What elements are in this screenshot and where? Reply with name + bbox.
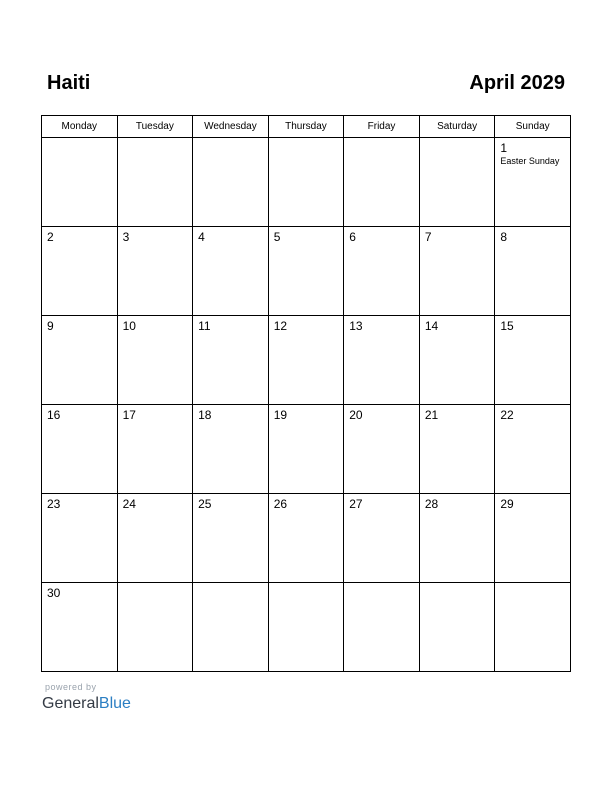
week-row — [42, 583, 571, 672]
day-number: 15 — [500, 319, 514, 333]
day-number: 14 — [424, 319, 439, 333]
day-cell — [193, 316, 269, 405]
weekday-header: Thursday — [268, 116, 344, 138]
day-cell — [117, 227, 193, 316]
day-number: 2 — [47, 230, 54, 244]
weekday-header-row — [42, 116, 571, 138]
day-number: 30 — [47, 586, 61, 600]
brand-logo — [42, 694, 131, 714]
day-number: 13 — [349, 319, 363, 333]
week-row — [42, 138, 571, 227]
day-cell — [268, 138, 344, 227]
brand-name-part2: Blue — [98, 695, 131, 712]
day-number: 1 — [500, 141, 508, 155]
day-cell — [117, 405, 193, 494]
day-cell — [419, 494, 495, 583]
day-cell — [419, 227, 495, 316]
day-number: 19 — [273, 408, 288, 422]
day-cell — [495, 405, 571, 494]
day-number: 17 — [122, 408, 136, 422]
day-cell — [344, 227, 420, 316]
weekday-header: Sunday — [495, 116, 571, 138]
day-number: 22 — [500, 408, 514, 422]
day-cell — [344, 405, 420, 494]
day-cell — [495, 138, 571, 227]
day-cell — [419, 405, 495, 494]
day-number: 29 — [500, 497, 514, 511]
powered-by-label: powered by — [45, 682, 97, 692]
day-cell — [495, 316, 571, 405]
day-cell — [268, 405, 344, 494]
day-cell — [193, 583, 269, 672]
brand-name-part1: General — [42, 695, 99, 712]
day-cell — [344, 583, 420, 672]
day-cell — [42, 316, 118, 405]
day-cell — [193, 405, 269, 494]
day-number: 10 — [122, 319, 136, 333]
day-number: 3 — [122, 230, 130, 244]
day-number: 20 — [349, 408, 363, 422]
day-number: 28 — [424, 497, 439, 511]
weekday-header: Wednesday — [193, 116, 269, 138]
weekday-header: Saturday — [419, 116, 495, 138]
calendar-country-title: Haiti — [47, 72, 91, 94]
week-row — [42, 316, 571, 405]
day-cell — [268, 227, 344, 316]
day-number: 16 — [47, 408, 61, 422]
day-cell — [268, 316, 344, 405]
day-number: 21 — [424, 408, 439, 422]
day-cell — [42, 405, 118, 494]
day-cell — [193, 494, 269, 583]
week-row — [42, 227, 571, 316]
calendar-body — [42, 138, 571, 672]
day-cell — [268, 583, 344, 672]
day-number: 25 — [198, 497, 212, 511]
day-number: 6 — [349, 230, 356, 244]
day-cell — [193, 227, 269, 316]
day-cell — [344, 494, 420, 583]
day-cell — [42, 583, 118, 672]
day-number: 8 — [500, 230, 508, 244]
day-number: 7 — [424, 230, 432, 244]
day-cell — [344, 316, 420, 405]
weekday-header: Tuesday — [117, 116, 193, 138]
day-cell — [42, 227, 118, 316]
day-cell — [117, 138, 193, 227]
day-number: 23 — [47, 497, 61, 511]
day-cell — [495, 583, 571, 672]
calendar-month-title: April 2029 — [469, 72, 565, 94]
day-cell — [419, 583, 495, 672]
day-cell — [344, 138, 420, 227]
day-cell — [117, 494, 193, 583]
week-row — [42, 405, 571, 494]
day-cell — [495, 227, 571, 316]
day-number: 27 — [349, 497, 363, 511]
day-number: 4 — [198, 230, 205, 244]
day-number: 12 — [273, 319, 288, 333]
day-cell — [268, 494, 344, 583]
calendar-grid — [41, 115, 571, 672]
week-row — [42, 494, 571, 583]
day-cell — [42, 138, 118, 227]
day-number: 18 — [198, 408, 212, 422]
day-number: 9 — [47, 319, 54, 333]
day-cell — [495, 494, 571, 583]
day-number: 26 — [273, 497, 288, 511]
day-number: 24 — [122, 497, 136, 511]
holiday-label: Easter Sunday — [500, 156, 560, 166]
day-cell — [42, 494, 118, 583]
weekday-header: Friday — [344, 116, 420, 138]
day-cell — [419, 138, 495, 227]
day-cell — [117, 316, 193, 405]
weekday-header: Monday — [42, 116, 118, 138]
day-number: 11 — [198, 319, 211, 333]
day-number: 5 — [273, 230, 281, 244]
day-cell — [117, 583, 193, 672]
day-cell — [419, 316, 495, 405]
day-cell — [193, 138, 269, 227]
